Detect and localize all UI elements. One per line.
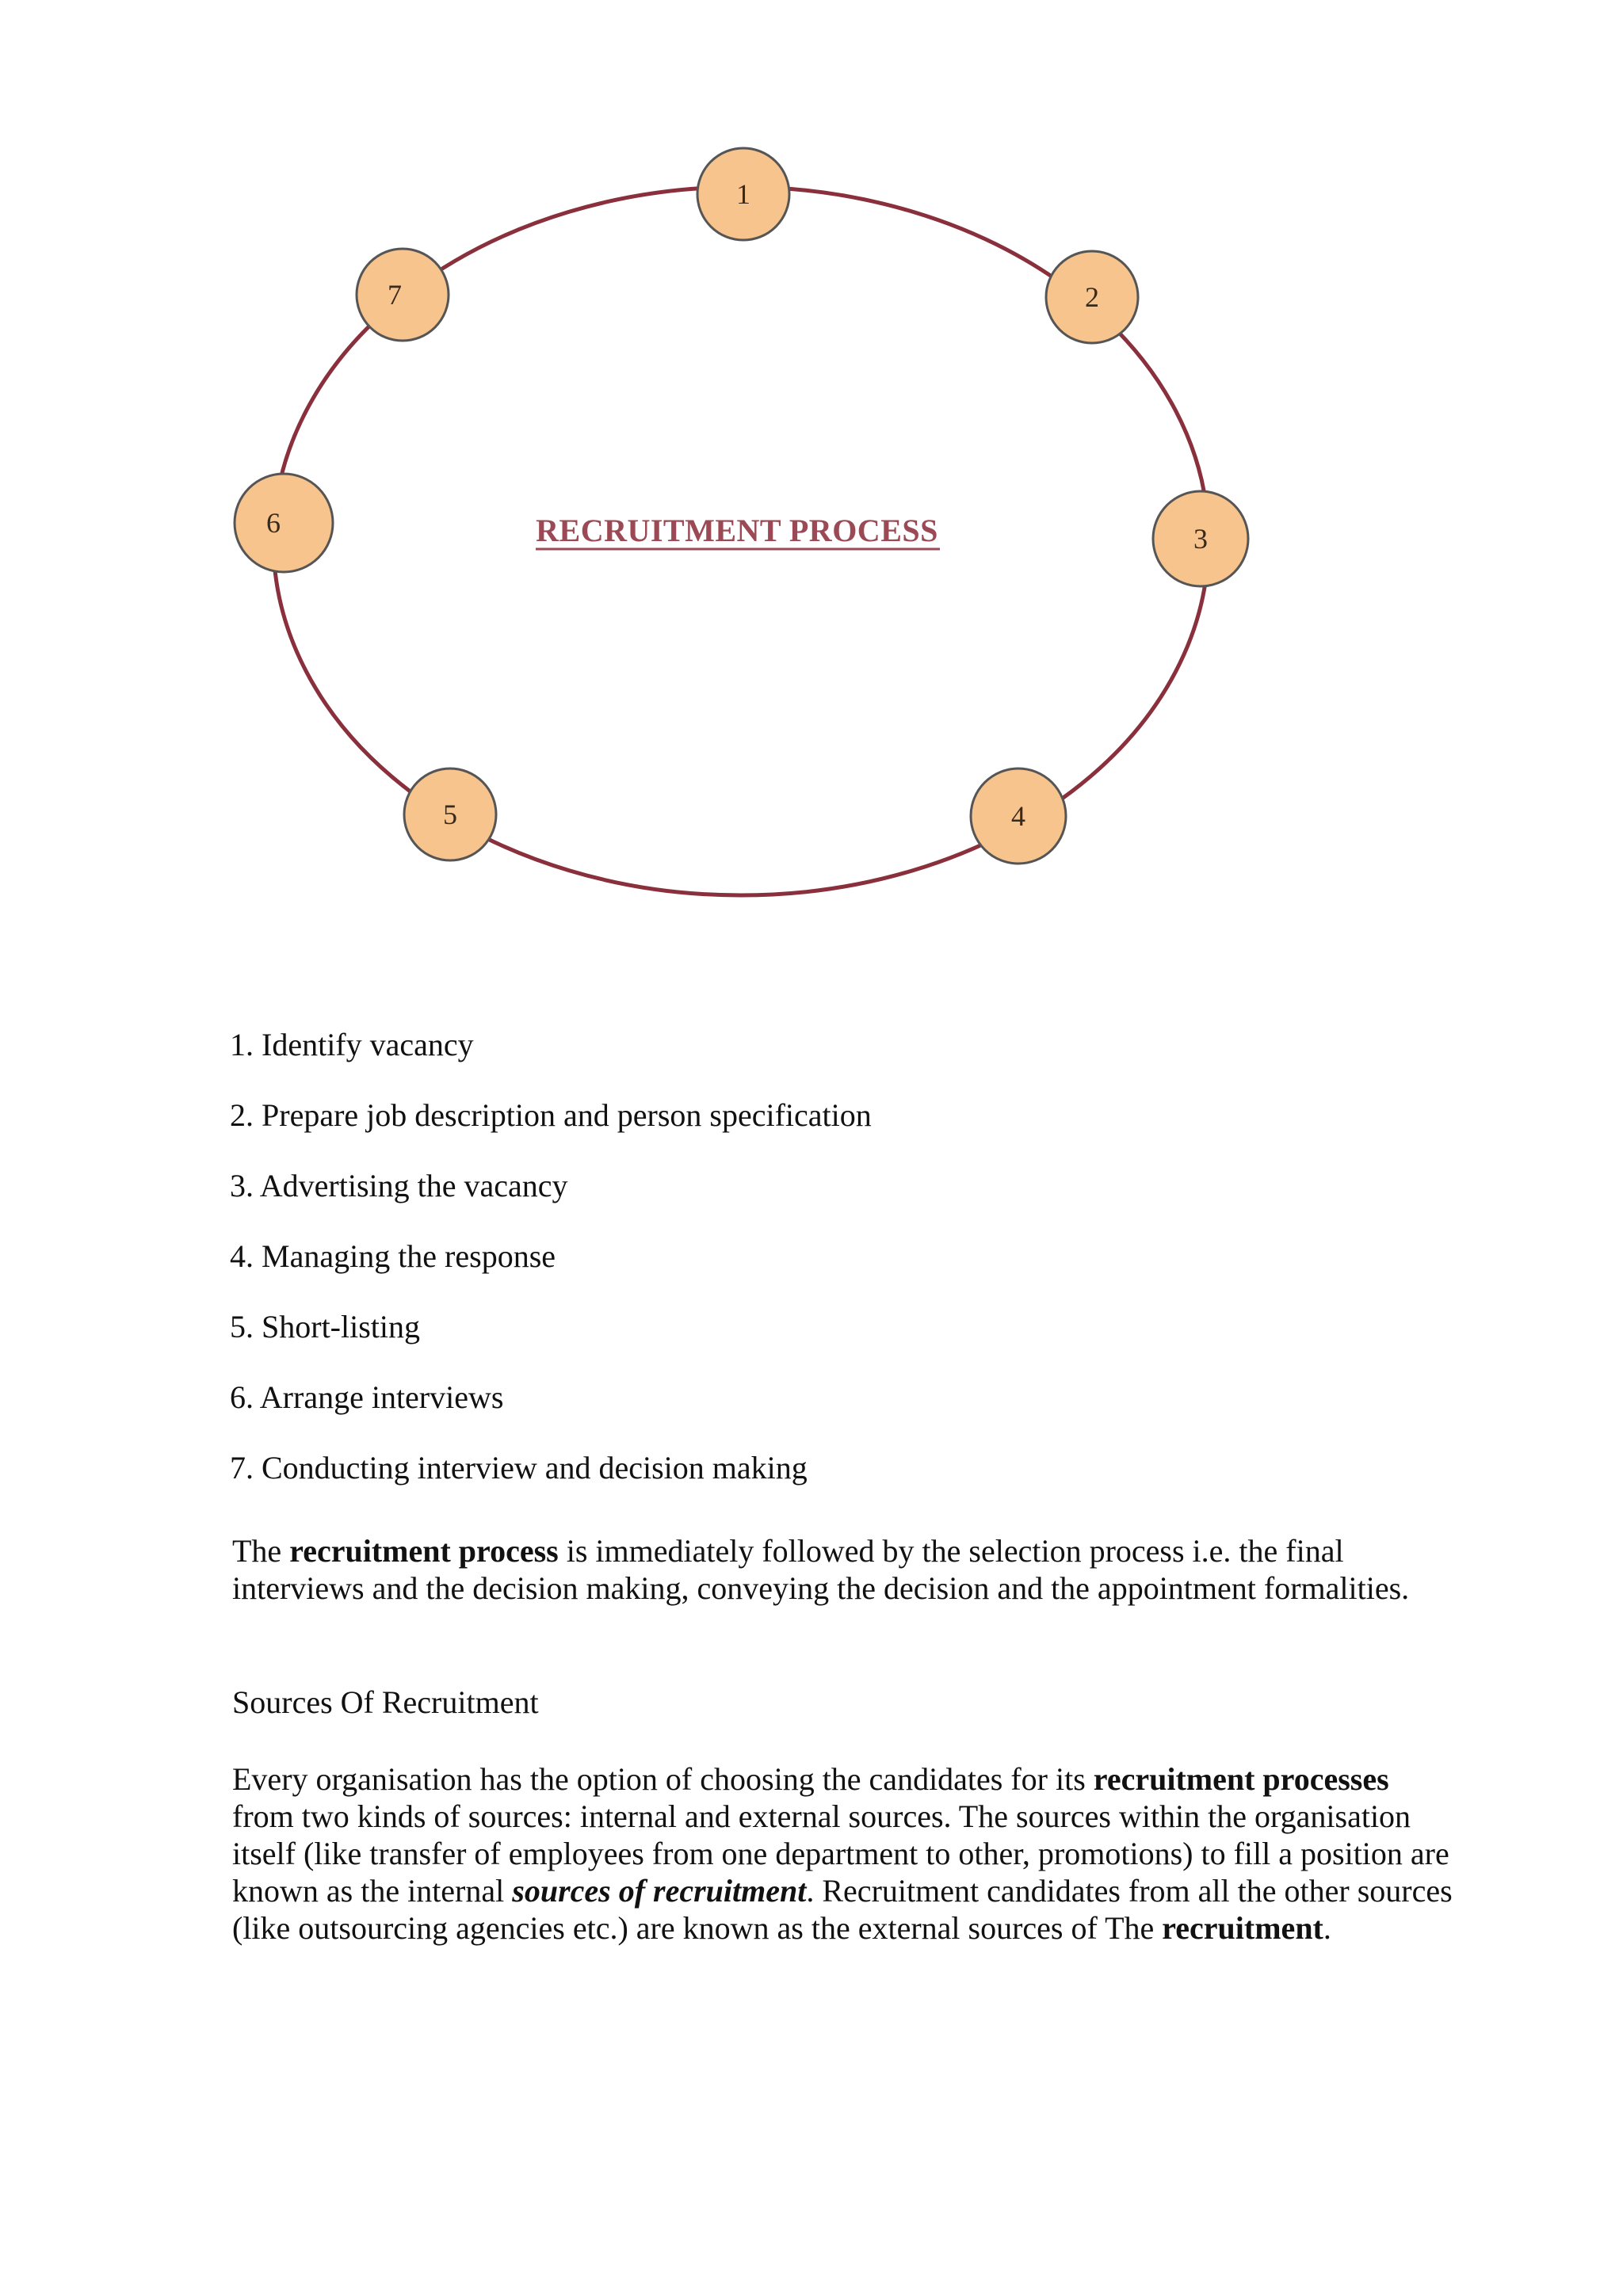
node-3 (1153, 491, 1248, 586)
node-1 (697, 148, 789, 240)
text-segment: from two kinds of sources: internal and external sources. The sources within the organisation itself (like transfer of employees from one department to other, promotions) to fill a position are known as the internal (232, 1798, 1449, 1909)
node-6 (235, 474, 333, 572)
list-item: 2. Prepare job description and person specification (230, 1097, 872, 1133)
bold-italic-term: sources of recruitment (512, 1873, 807, 1909)
recruitment-steps-list (230, 1027, 872, 1520)
node-4 (971, 769, 1066, 864)
section-heading: Sources Of Recruitment (232, 1684, 539, 1720)
list-item: 5. Short-listing (230, 1309, 421, 1344)
text-segment: is immediately followed by the selection process i.e. the final interviews and the decision making, conveying the decision and the appointment formalities. (232, 1533, 1410, 1606)
node-7 (357, 249, 449, 341)
node-2 (1046, 251, 1138, 343)
node-4-label: 4 (1011, 800, 1025, 832)
text-segment: . Recruitment candidates from all the other sources (like outsourcing agencies etc.) are known as the external sources of The (232, 1873, 1453, 1946)
diagram-title: RECRUITMENT PROCESS (536, 513, 938, 548)
list-item: 3. Advertising the vacancy (230, 1168, 568, 1203)
list-item: 6. Arrange interviews (230, 1379, 504, 1415)
node-3-label: 3 (1193, 523, 1208, 555)
list-item: 4. Managing the response (230, 1238, 556, 1274)
node-7-label: 7 (388, 279, 402, 311)
text-segment: The (232, 1533, 290, 1569)
node-6-label: 6 (266, 507, 281, 539)
node-5-label: 5 (443, 799, 457, 830)
node-5 (404, 769, 496, 860)
bold-term: recruitment (1162, 1910, 1323, 1946)
bold-term: recruitment process (289, 1533, 559, 1569)
recruitment-process-diagram (0, 0, 1623, 951)
bold-term: recruitment processes (1093, 1761, 1389, 1797)
list-item: 1. Identify vacancy (230, 1027, 474, 1062)
node-1-label: 1 (736, 178, 750, 210)
text-segment: . (1323, 1910, 1331, 1946)
list-item: 7. Conducting interview and decision making (230, 1450, 808, 1486)
text-segment: Every organisation has the option of choosing the candidates for its (232, 1761, 1094, 1797)
node-2-label: 2 (1085, 281, 1099, 313)
selection-process-paragraph (232, 1532, 1453, 1607)
sources-paragraph (232, 1760, 1453, 1947)
